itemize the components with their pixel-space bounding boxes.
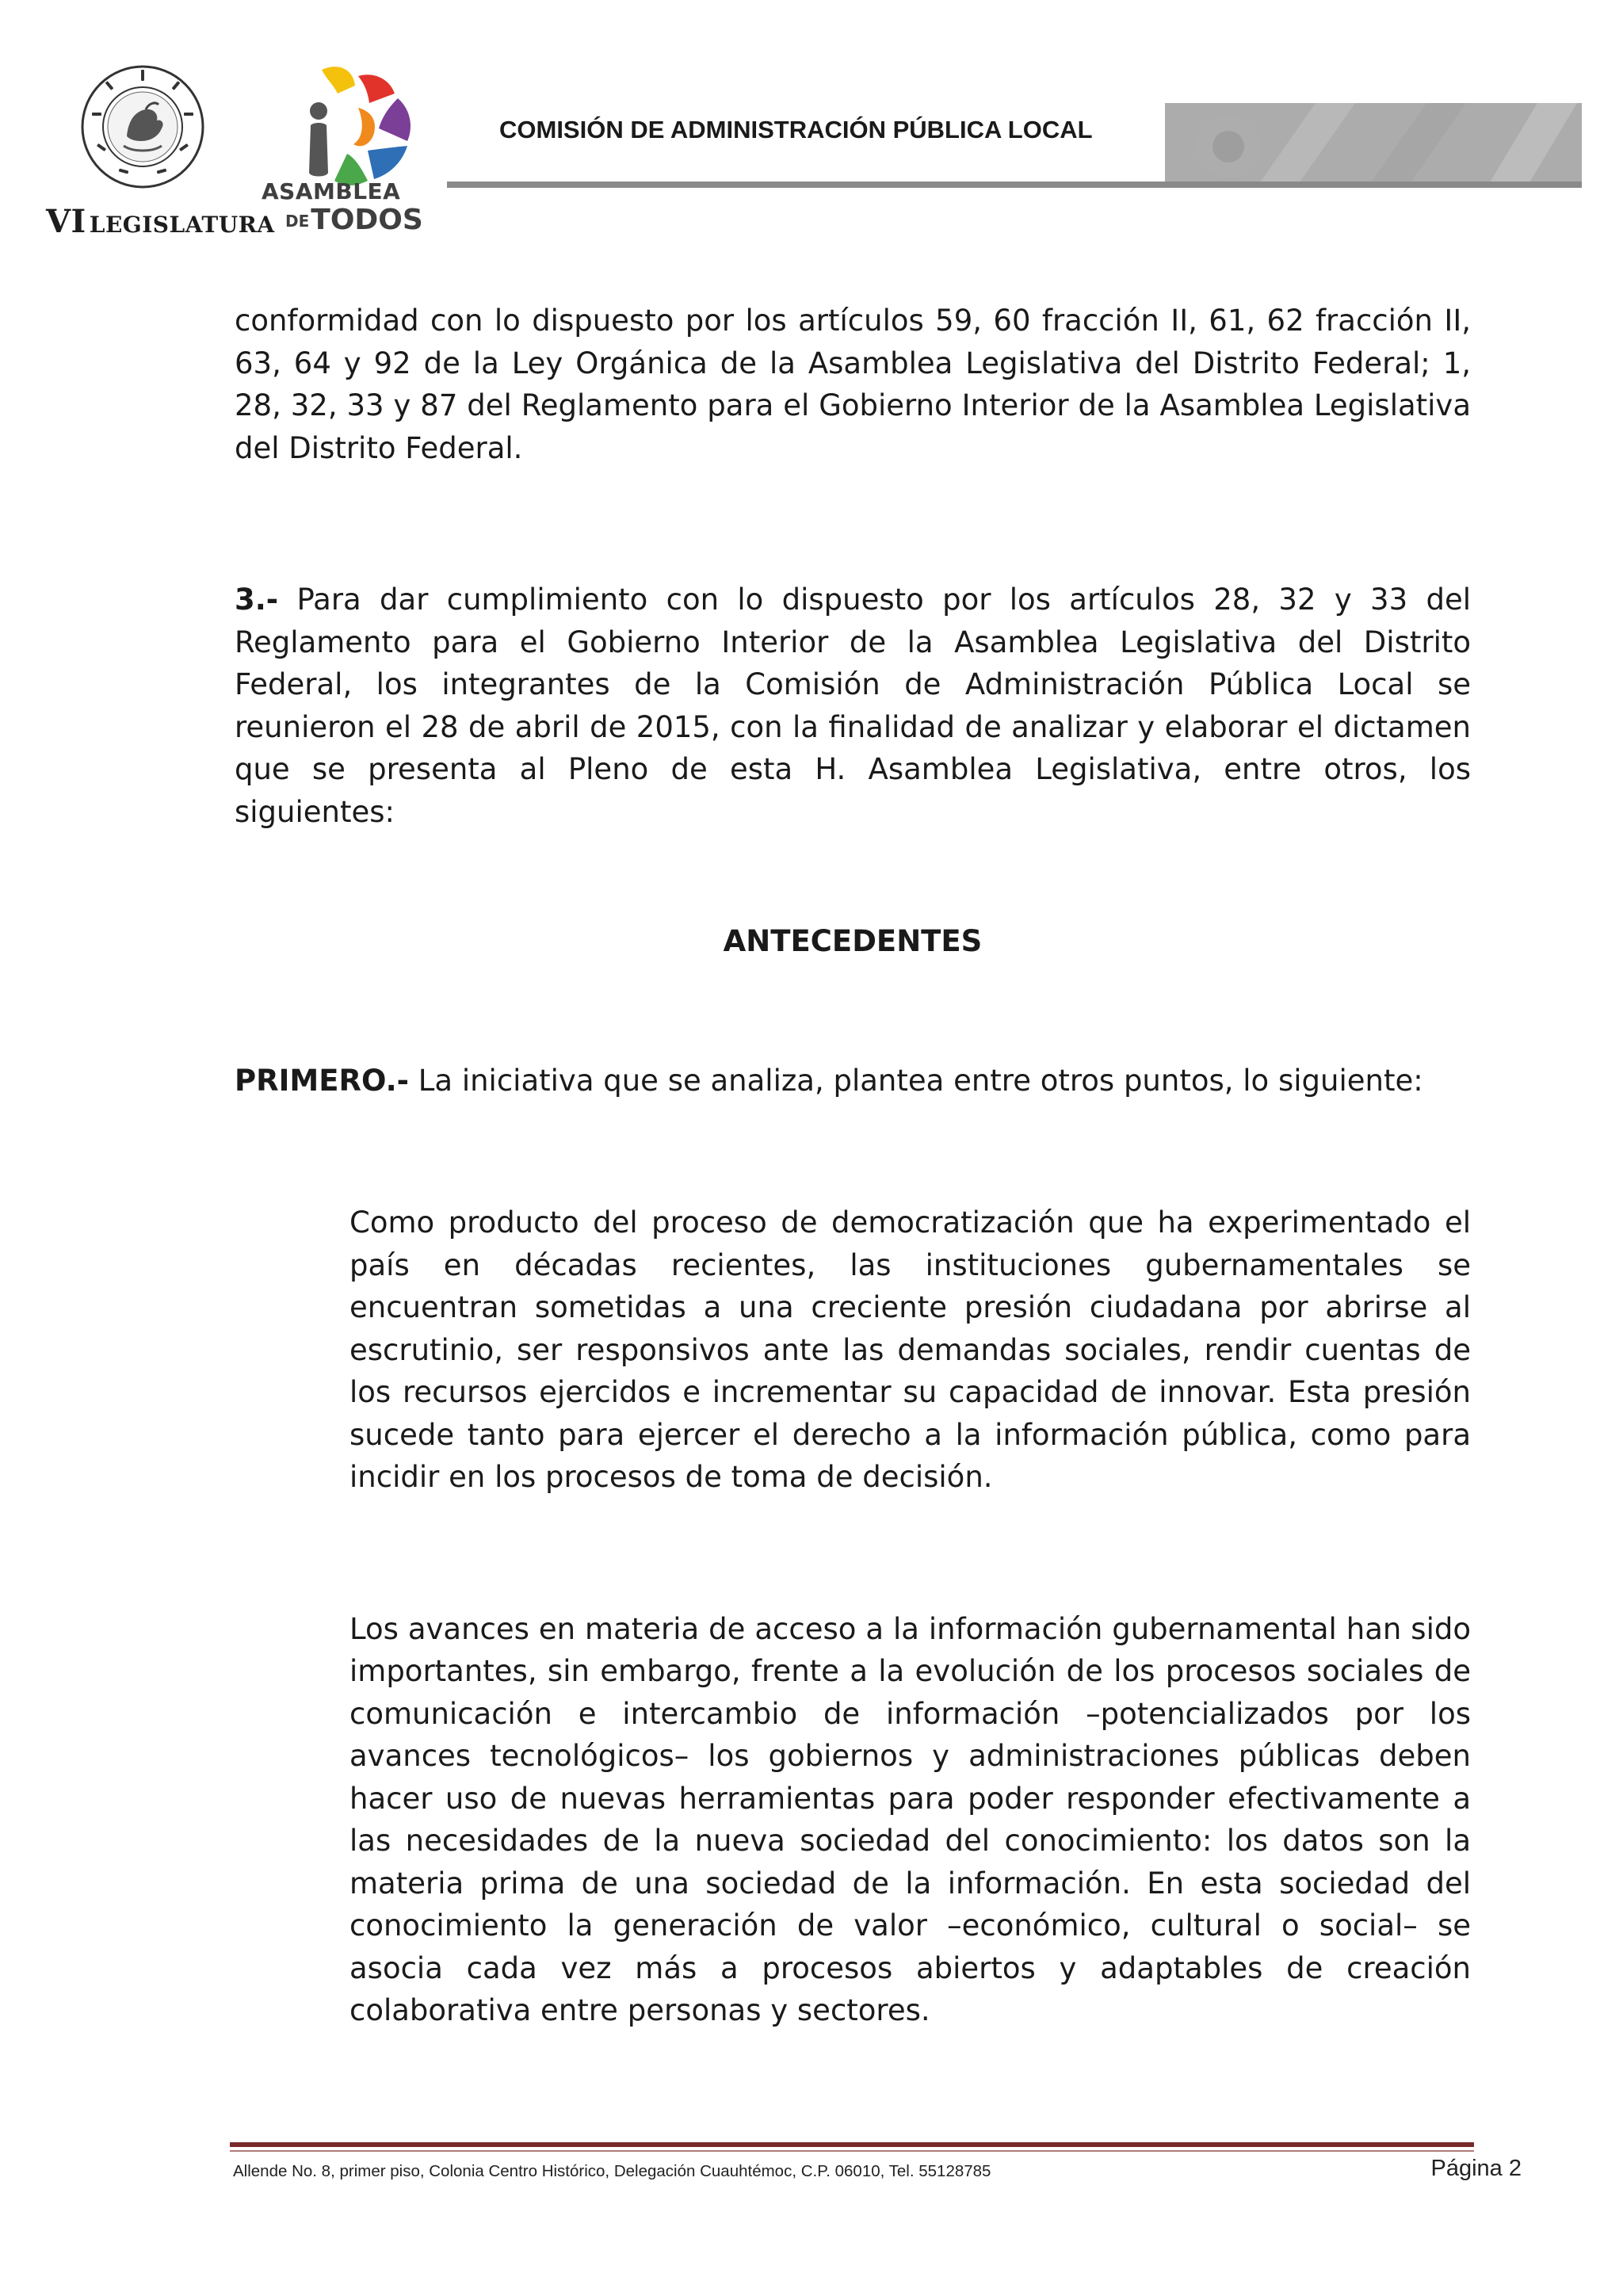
page-number: Página 2 — [1430, 2156, 1522, 2181]
paragraph-primero — [235, 1060, 1471, 1102]
asamblea-word: ASAMBLEA — [262, 178, 401, 204]
primero-text: La iniciativa que se analiza, plantea entre otros puntos, lo siguiente: — [409, 1063, 1423, 1098]
footer-address: Allende No. 8, primer piso, Colonia Centro Histórico, Delegación Cuauhtémoc, C.P. 06010, Tel. 55128785 — [233, 2162, 991, 2180]
asamblea-de-todos-logo — [292, 62, 426, 197]
paragraph-3-text: Para dar cumplimiento con lo dispuesto por los artículos 28, 32 y 33 del Reglamento para el Gobierno Interior de la Asamblea Legislativa del Distrito Federal, los integrantes de la Comisión de Administración Pública Local se reunieron el 28 de abril de 2015, con la finalidad de analizar y elaborar el dictamen que se presenta al Pleno de esta H. Asamblea Legislativa, entre otros, los siguientes: — [235, 583, 1471, 829]
todos-word: TODOS — [311, 204, 423, 236]
legislatura-label — [46, 203, 275, 240]
footer-rule — [230, 2142, 1474, 2147]
document-body — [235, 300, 1471, 2032]
asamblea-de-todos-wordmark — [262, 178, 428, 236]
section-heading-antecedentes: ANTECEDENTES — [723, 924, 983, 958]
legislatura-word: LEGISLATURA — [89, 212, 275, 238]
quoted-paragraph-2: Los avances en materia de acceso a la información gubernamental han sido importantes, sin embargo, frente a la evolución de los procesos sociales de comunicación e intercambio de información –potencializados por los avances tecnológicos– los gobiernos y administraciones públicas deben hacer uso de nuevas herramientas para poder responder efectivamente a las necesidades de la nueva sociedad del conocimiento: los datos son la materia prima de una sociedad de la información. En esta sociedad del conocimiento la generación de valor –económico, cultural o social– se asocia cada vez más a procesos abiertos y adaptables de creación colaborativa entre personas y sectores. — [349, 1611, 1471, 2027]
primero-label: PRIMERO.- — [235, 1063, 410, 1098]
paragraph-3 — [235, 579, 1471, 833]
paragraph-conformidad: conformidad con lo dispuesto por los artículos 59, 60 fracción II, 61, 62 fracción II, 63, 64 y 92 de la Ley Orgánica de la Asamblea Legislativa del Distrito Federal; 1, 28, 32, 33 y 87 del Reglamento para el Gobierno Interior de la Asamblea Legislativa del Distrito Federal. — [235, 304, 1471, 465]
quoted-paragraph-1: Como producto del proceso de democratización que ha experimentado el país en décadas recientes, las instituciones gubernamentales se encuentran sometidas a una creciente presión ciudadana por abrirse al escrutinio, ser responsivos ante las demandas sociales, rendir cuentas de los recursos ejercidos e incrementar su capacidad de innovar. Esta presión sucede tanto para ejercer el derecho a la información pública, como para incidir en los procesos de toma de decisión. — [349, 1205, 1471, 1494]
header-decorative-banner — [1165, 103, 1582, 182]
paragraph-3-number: 3.- — [235, 583, 279, 617]
header-rule — [447, 181, 1582, 188]
de-word: DE — [285, 212, 310, 231]
commission-title: COMISIÓN DE ADMINISTRACIÓN PÚBLICA LOCAL — [499, 116, 1093, 143]
legislatura-roman: VI — [46, 203, 86, 240]
asamblea-seal-logo — [79, 63, 206, 190]
footer-rule-thin — [230, 2150, 1474, 2152]
page-header — [0, 0, 1623, 262]
